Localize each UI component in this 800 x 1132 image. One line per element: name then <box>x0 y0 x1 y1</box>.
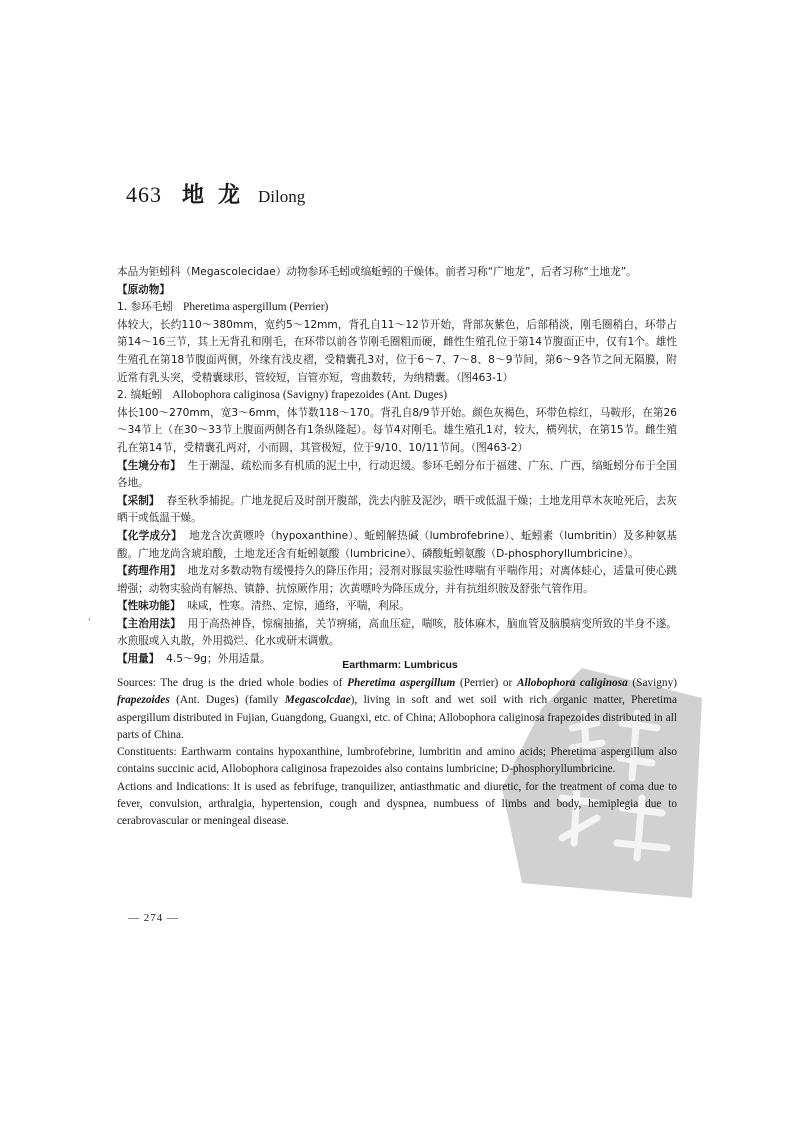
pharmacology-section <box>117 563 677 598</box>
page-number: — 274 — <box>128 912 179 924</box>
section-heading-dosage: 【用量】 <box>117 653 160 666</box>
entry-title-chinese: 地龙 <box>182 183 255 208</box>
entry-title-pinyin: Dilong <box>258 187 306 206</box>
chemistry-text: 地龙含次黄嘌呤（hypoxanthine）、蚯蚓解热碱（lumbrofebrine）、蚯蚓素（lumbritin）及多种氨基酸。广地龙尚含琥珀酸，土地龙还含有蚯蚓氨酸（lumbricine）、磷酸蚯蚓氨酸（D-phosphoryllumbricine）。 <box>117 529 677 560</box>
english-actions: Actions and Indications: It is used as febrifuge, tranquilizer, antiasthmatic and diuretic, for the treatment of coma due to fever, convulsion, arthralgia, hypertension, cough and dyspnea, numbuess of limbs and body, hemiplegia due to cerabrovascular or meningeal disease. <box>117 780 677 828</box>
section-heading-habitat: 【生境分布】 <box>117 459 181 472</box>
english-sources <box>117 675 677 744</box>
collection-section <box>117 493 677 528</box>
chemistry-section <box>117 528 677 563</box>
entry-heading <box>126 178 305 209</box>
animal-item-2-latin: Allobophora caliginosa (Savigny) frapezoides (Ant. Duges) <box>172 389 448 402</box>
chinese-body <box>117 264 677 669</box>
collection-text: 春至秋季捕捉。广地龙捉后及时剖开腹部，洗去内脏及泥沙，晒干或低温干燥；土地龙用草木灰呛死后，去灰晒干或低温干燥。 <box>117 494 677 525</box>
section-heading-collection: 【采制】 <box>117 494 160 507</box>
dosage-text: 4.5～9g；外用适量。 <box>166 653 271 666</box>
english-constituents: Constituents: Earthwarm contains hypoxanthine, lumbrofebrine, lumbritin and amino acids; Pheretima aspergillum also contains succinic acid, Allobophora caliginosa frapezoides also contains lumbricine; D-phosphoryllumbricine. <box>117 746 677 776</box>
sources-text-2: (Perrier) or <box>455 677 517 689</box>
pharmacology-text: 地龙对多数动物有缓慢持久的降压作用；浸剂对豚鼠实验性哮喘有平喘作用；对离体蛙心，适量可使心跳增强；动物实验尚有解热、镇静、抗惊厥作用；次黄嘌呤为降压成分，并有抗组织胺及舒张气管作用。 <box>117 565 677 595</box>
entry-number: 463 <box>126 182 162 207</box>
animal-item-2-description: 体长100～270mm，宽3～6mm，体节数118～170。背孔自8/9节开始。颜色灰褐色，环带色棕红，马鞍形，在第26～34节上（在30～33节上腹面两侧各有1条纵隆起）。每节4对刚毛。雄生殖孔1对，较大，横列状，在第15节。雌生殖孔在第14节，受精囊孔两对，小而圆，其管极短，位于9/10、10/11节间。（图463-2） <box>117 406 677 454</box>
english-body <box>117 675 677 831</box>
english-title: Earthmarm: Lumbricus <box>342 659 458 671</box>
sources-family: Megascolcdae <box>284 694 351 707</box>
section-heading-pharmacology: 【药理作用】 <box>117 565 181 578</box>
intro-paragraph: 本品为钜蚓科（Megascolecidae）动物参环毛蚓或缟蚯蚓的干燥体。前者习称“广地龙”，后者习称“土地龙”。 <box>117 266 637 278</box>
sources-text-1: Sources: The drug is the dried whole bodies of <box>117 677 348 689</box>
section-heading-animal: 【原动物】 <box>117 283 170 296</box>
habitat-text: 生于潮湿、疏松而多有机质的泥土中，行动迟缓。参环毛蚓分布于福建、广东、广西，缟蚯蚓分布于全国各地。 <box>117 459 677 490</box>
indications-text: 用于高热神昏，惊痫抽搐，关节痹痛，高血压症，喘咳，肢体麻木，脑血管及脑膜病变所致的半身不遂。水煎服或入丸散，外用捣烂、化水或研末调敷。 <box>117 617 677 648</box>
animal-item-2-name: 2. 缟蚯蚓 <box>117 389 163 402</box>
animal-item-1-description: 体较大，长约110～380mm，宽约5～12mm，背孔自11～12节开始，背部灰紫色，后部稍淡，刚毛圈稍白，环带占第14～16三节，其上无背孔和刚毛，在环带以前各节刚毛圈粗而硬，雌性生殖孔位于第14节腹面正中，仅有1个。雄性生殖孔在第18节腹面两侧，外缘有浅皮褶，受精囊孔3对，位于6～7、7～8、8～9节间，第6～9各节之间无隔膜，附近常有乳头突，受精囊球形，管较短，盲管亦短，弯曲数转，为纳精囊。（图463-1） <box>117 318 677 384</box>
sources-text-4: (Ant. Duges) (family <box>169 694 285 707</box>
section-heading-chemistry: 【化学成分】 <box>117 529 182 542</box>
margin-mark: ' <box>88 618 91 628</box>
sources-species-3: frapezoides <box>117 694 170 707</box>
animal-item-2-title <box>117 387 677 405</box>
sources-text-3: (Savigny) <box>627 677 677 689</box>
properties-text: 味咸，性寒。清热、定惊，通络，平喘，利尿。 <box>187 600 410 613</box>
animal-item-1-name: 1. 参环毛蚓 <box>117 301 173 314</box>
animal-item-1-title <box>117 299 677 317</box>
section-heading-indications: 【主治用法】 <box>117 617 181 630</box>
properties-section <box>117 598 677 616</box>
sources-text-5: ), living in soft and wet soil with rich organic matter, Pheretima aspergillum distributed in Fujian, Guangdong, Guangxi, etc. of China; Allobophora caliginosa frapezoides distributed in all parts of China. <box>117 694 677 741</box>
animal-item-1-latin: Pheretima aspergillum (Perrier) <box>182 301 329 314</box>
habitat-section <box>117 458 677 493</box>
sources-species-2: Allobophora caliginosa <box>516 677 628 689</box>
section-heading-properties: 【性味功能】 <box>117 600 181 613</box>
sources-species-1: Pheretima aspergillum <box>347 677 456 689</box>
indications-section <box>117 616 677 651</box>
